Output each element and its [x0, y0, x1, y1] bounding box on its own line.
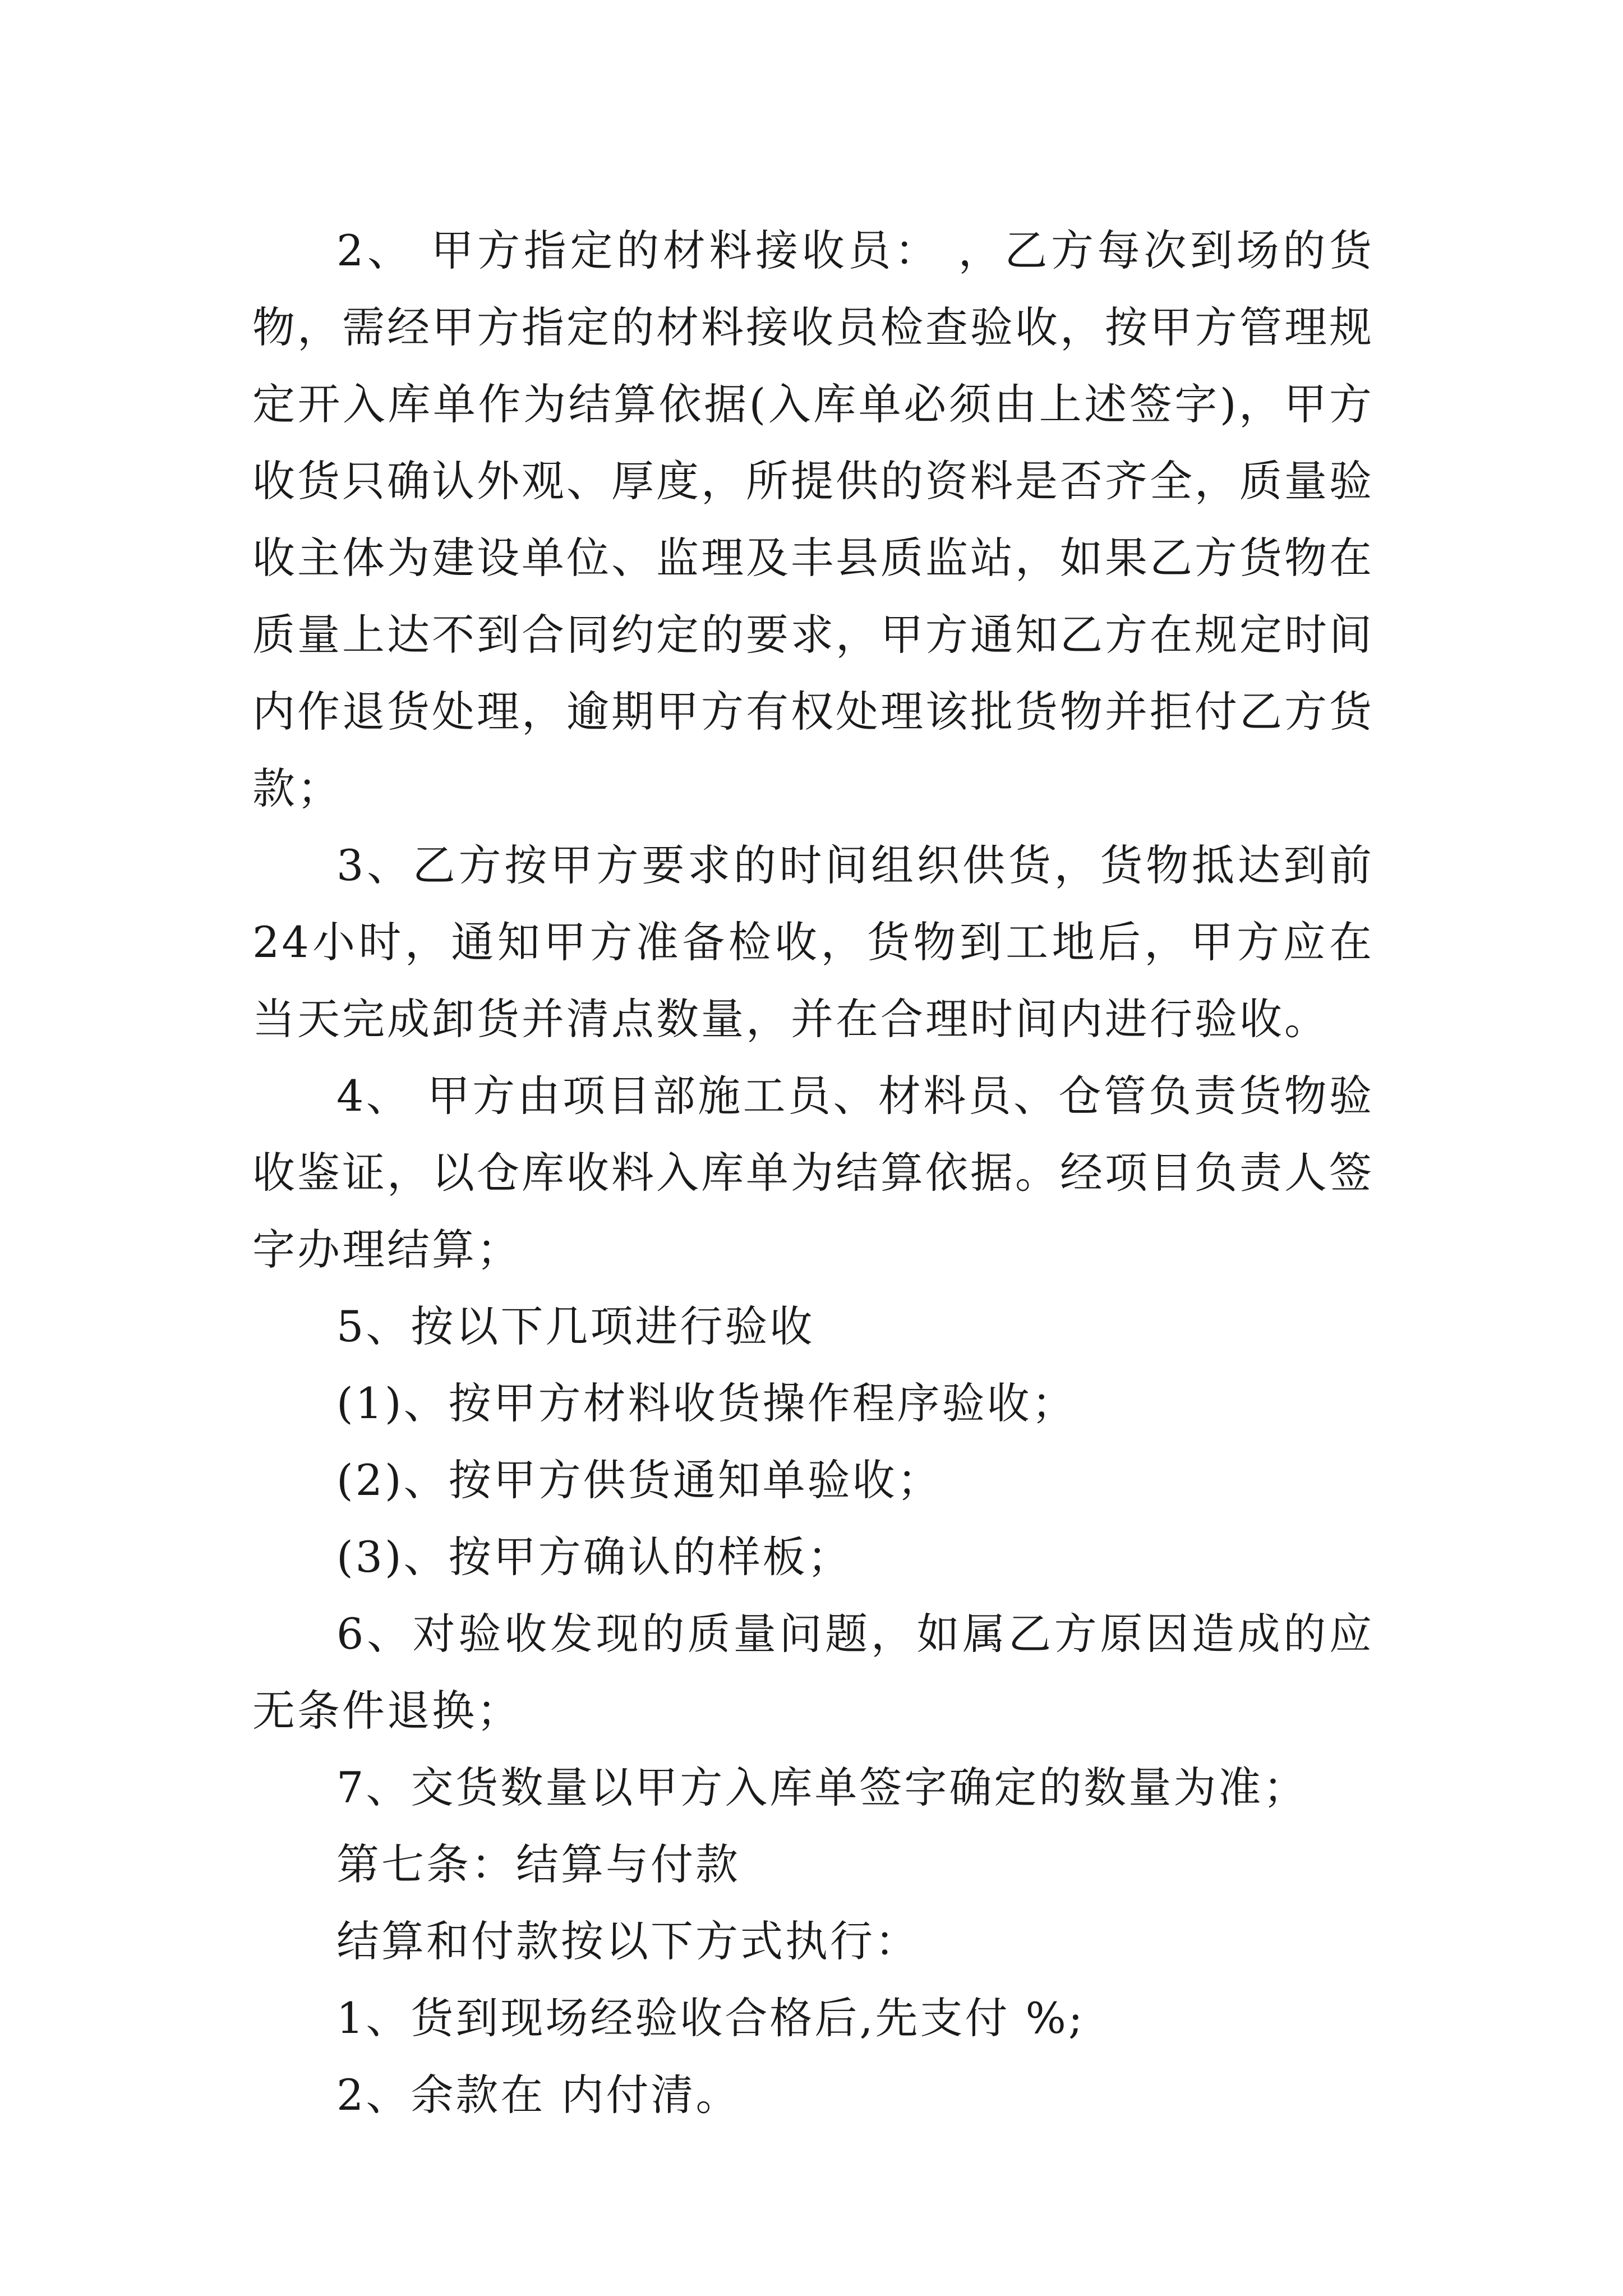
paragraph-payment-intro: 结算和付款按以下方式执行：: [336, 1916, 920, 1966]
paragraph-payment-1: 1、货到现场经验收合格后,先支付 %;: [336, 1993, 1085, 2043]
paragraph-clause-6: 6、对验收发现的质量问题，如属乙方原因造成的应无条件退换；: [252, 1609, 1374, 1736]
paragraph-item-2: (2)、按甲方供货通知单验收；: [336, 1455, 942, 1505]
paragraph-clause-5: 5、按以下几项进行验收: [336, 1301, 815, 1351]
paragraph-clause-4: 4、 甲方由项目部施工员、材料员、仓管负责货物验收鉴证，以仓库收料入库单为结算依据。经项目负责人签字办理结算；: [252, 1071, 1374, 1274]
paragraph-payment-2: 2、余款在 内付清。: [336, 2070, 741, 2120]
paragraph-clause-3: 3、乙方按甲方要求的时间组织供货，货物抵达到前24小时，通知甲方准备检收，货物到工地后，甲方应在当天完成卸货并清点数量，并在合理时间内进行验收。: [252, 840, 1374, 1044]
paragraph-clause-2: 2、 甲方指定的材料接收员： ，乙方每次到场的货物，需经甲方指定的材料接收员检查验收，按甲方管理规定开入库单作为结算依据(入库单必须由上述签字)，甲方收货只确认外观、厚度，所提供的资料是否齐全，质量验收主体为建设单位、监理及丰县质监站，如果乙方货物在质量上达不到合同约定的要求，甲方通知乙方在规定时间内作退货处理，逾期甲方有权处理该批货物并拒付乙方货款；: [252, 226, 1374, 813]
paragraph-item-1: (1)、按甲方材料收货操作程序验收；: [336, 1378, 1077, 1428]
document-body: [252, 212, 1374, 2133]
paragraph-clause-7: 7、交货数量以甲方入库单签字确定的数量为准；: [336, 1763, 1308, 1812]
section-heading-article-7: 第七条：结算与付款: [336, 1839, 740, 1889]
paragraph-item-3: (3)、按甲方确认的样板；: [336, 1532, 852, 1582]
